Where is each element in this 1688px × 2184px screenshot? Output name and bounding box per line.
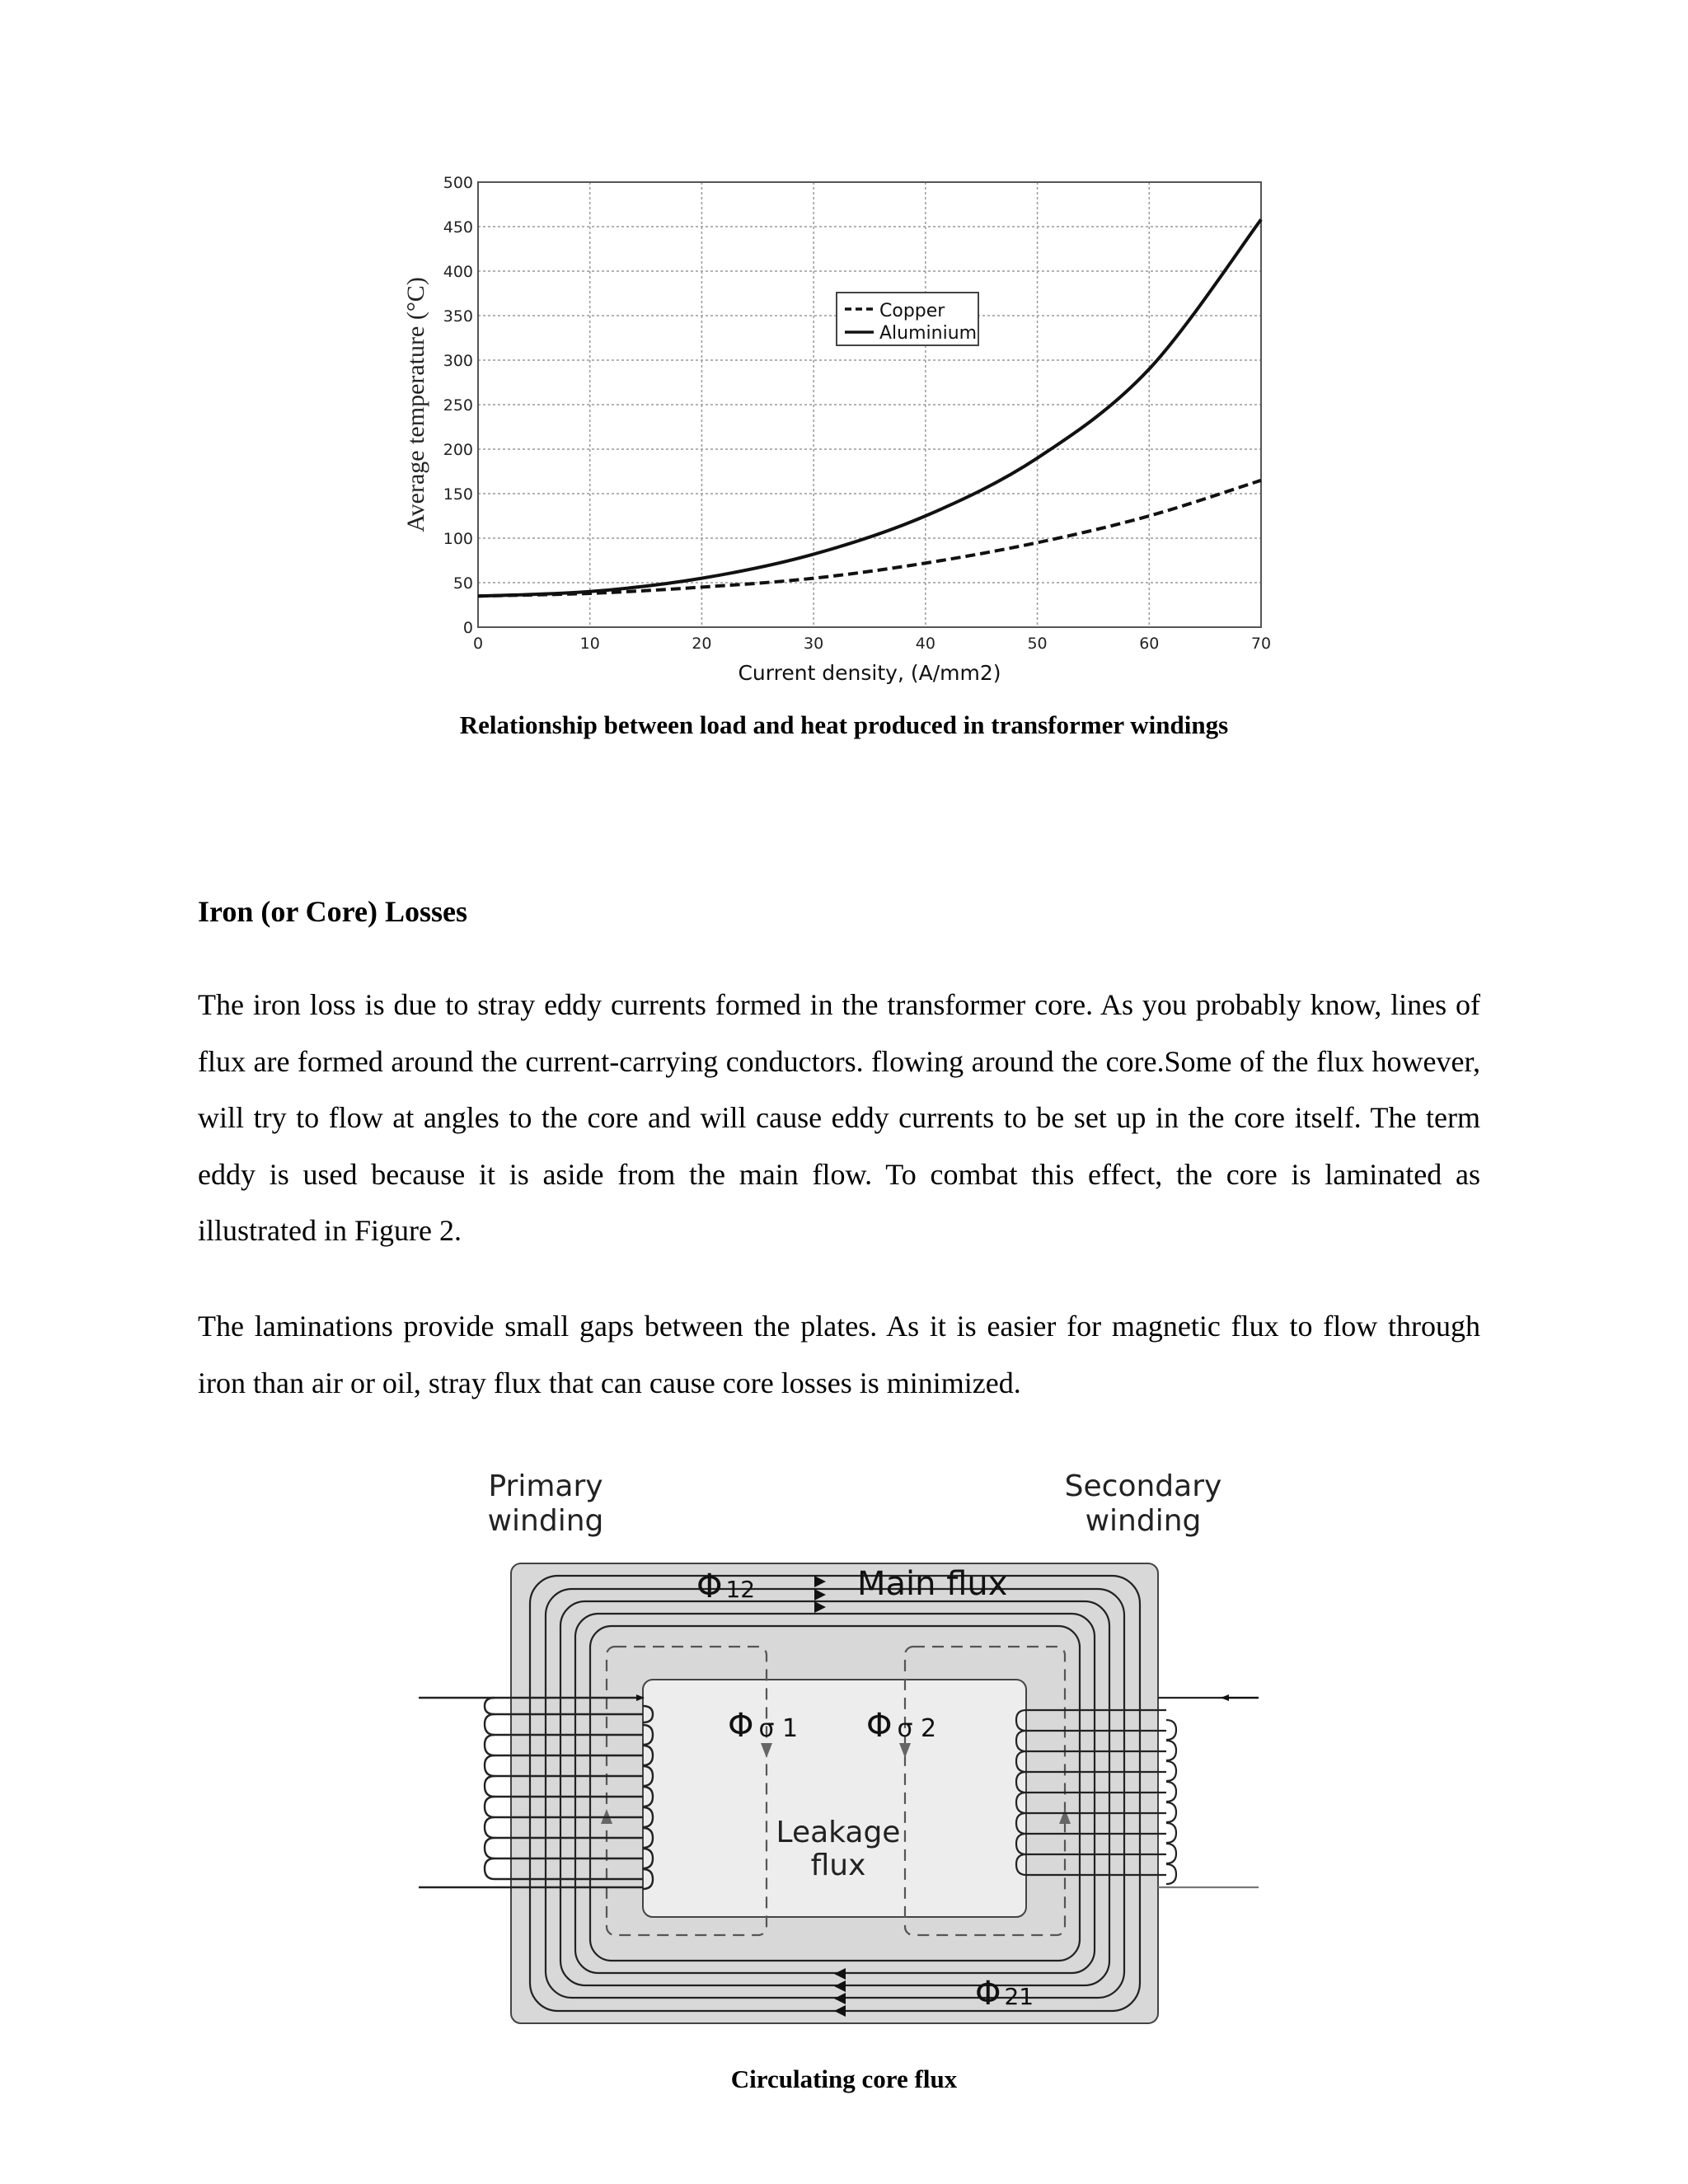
core-flux-diagram [396, 1463, 1286, 2040]
x-tick-label: 60 [1139, 635, 1160, 653]
chart-grid [478, 182, 1261, 627]
x-tick-label: 40 [915, 635, 935, 653]
section-heading: Iron (or Core) Losses [198, 895, 467, 928]
x-tick-label: 30 [804, 635, 824, 653]
chart-series [478, 219, 1261, 596]
y-tick-label: 200 [443, 441, 473, 459]
secondary-winding-label: Secondary [1064, 1469, 1222, 1503]
phi-sigma2-label: Φ σ 2 [866, 1707, 937, 1745]
main-flux-arrows [814, 1576, 826, 1613]
x-tick-label: 0 [472, 635, 484, 653]
paragraph-eddy-currents: The iron loss is due to stray eddy currents formed in the transformer core. As you probably know, lines of flux are formed around the current-carrying conductors. flowing around the core.Some of the flux however, will try to flow at angles to the core and will cause eddy currents to be set up in the core itself. The term eddy is used because it is aside from the main flow. To combat this effect, the core is laminated as illustrated in Figure 2. [198, 988, 1480, 1247]
y-tick-label: 300 [443, 352, 473, 370]
x-tick-label: 50 [1027, 635, 1048, 653]
leakage-flux-label: Leakage [776, 1816, 901, 1849]
paragraph-laminations: The laminations provide small gaps between the plates. As it is easier for magnetic flux to flow through iron than air or oil, stray flux that can cause core losses is minimized. [198, 1310, 1480, 1399]
y-tick-label: 0 [462, 619, 473, 637]
legend-aluminium-label: Aluminium [879, 323, 978, 344]
y-tick-label: 400 [443, 263, 473, 281]
series-line-aluminium [478, 219, 1261, 596]
diagram-caption: Circulating core flux [730, 2064, 958, 2093]
x-tick-label: 20 [692, 635, 712, 653]
phi21-label: Φ 21 [975, 1975, 1034, 2013]
y-tick-label: 50 [452, 574, 473, 593]
y-tick-label: 500 [443, 174, 473, 192]
y-tick-label: 150 [443, 485, 473, 504]
chart-legend [837, 293, 978, 345]
phi-sigma1-label: Φ σ 1 [728, 1707, 799, 1745]
y-tick-labels [443, 174, 473, 637]
y-tick-label: 450 [443, 218, 473, 237]
primary-winding-label-line2: winding [487, 1504, 604, 1538]
temperature-chart [396, 169, 1286, 713]
chart-caption: Relationship between load and heat produced in transformer windings [459, 710, 1229, 739]
x-tick-label: 10 [579, 635, 600, 653]
secondary-winding-label-line2: winding [1085, 1504, 1202, 1538]
y-tick-label: 250 [443, 396, 473, 415]
x-tick-labels [473, 635, 1271, 653]
x-axis-label: Current density, (A/mm2) [738, 661, 1001, 685]
y-axis-label: Average temperature (°C) [402, 277, 429, 532]
phi12-label: Φ 12 [696, 1568, 756, 1605]
leakage-flux-label-line2: flux [810, 1849, 866, 1882]
main-flux-label: Main flux [857, 1565, 1008, 1603]
primary-winding-label: Primary [488, 1469, 603, 1503]
x-tick-label: 70 [1250, 635, 1272, 653]
legend-copper-label: Copper [879, 301, 945, 321]
y-tick-label: 100 [443, 530, 473, 548]
y-tick-label: 350 [443, 307, 473, 326]
